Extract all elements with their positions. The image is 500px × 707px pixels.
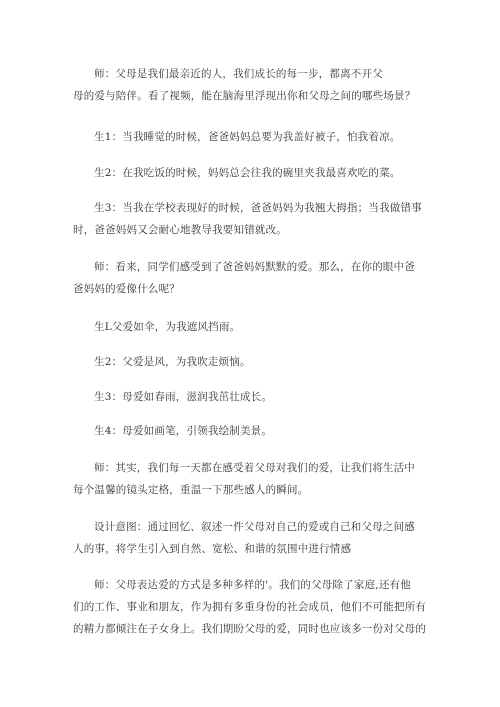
paragraph-line: 师：父母表达爱的方式是多种多样的'。我们的父母除了家庭,还有他 [94, 579, 411, 591]
paragraph-teacher-closing [73, 574, 433, 640]
paragraph-student-3 [73, 197, 433, 241]
paragraph-line: 生2：父爱是风，为我吹走烦恼。 [94, 356, 251, 368]
paragraph-line: 师：其实，我们每一天都在感受着父母对我们的爱，让我们将生活中 [94, 462, 415, 474]
paragraph-teacher-intro [73, 63, 433, 107]
paragraph-student-2 [73, 162, 433, 184]
paragraph-line: 时，爸爸妈妈又会耐心地教导我要知错就改。 [73, 224, 287, 236]
paragraph-line: 母的爱与陪伴。看了视频，能在脑海里浮现出你和父母之间的哪些场景？ [73, 90, 416, 102]
paragraph-answer-1 [73, 316, 433, 338]
paragraph-line: 设计意图：通过回忆、叙述一件父母对自己的爱或自己和父母之间感 [94, 521, 415, 533]
paragraph-line: 师：看来，同学们感受到了爸爸妈妈默默的爱。那么，在你的眼中爸 [94, 261, 415, 273]
paragraph-line: 人的事，将学生引入到自然、宽松、和谐的氛围中进行情感 [73, 543, 352, 555]
paragraph-line: 每个温馨的镜头定格，重温一下那些感人的瞬间。 [73, 484, 309, 496]
paragraph-student-1 [73, 126, 433, 148]
paragraph-teacher-summary [73, 457, 433, 501]
paragraph-line: 们的工作、事业和朋友，作为拥有多重身份的社会成员，他们不可能把所有 [73, 601, 427, 613]
paragraph-answer-2 [73, 351, 433, 373]
paragraph-teacher-question [73, 256, 433, 300]
paragraph-line: 生L父爱如伞，为我遮风挡雨。 [94, 321, 241, 333]
paragraph-line: 生3：母爱如春雨，滋润我茁壮成长。 [94, 391, 273, 403]
paragraph-design-intent [73, 516, 433, 560]
paragraph-line: 生4：母爱如画笔，引领我绘制美景。 [94, 425, 273, 437]
paragraph-line: 师：父母是我们最亲近的人，我们成长的每一步，都离不开父 [94, 68, 383, 80]
paragraph-line: 爸妈妈的爱像什么呢？ [73, 283, 180, 295]
paragraph-line: 的精力都倾注在子女身上。我们期盼父母的爱，同时也应该多一份对父母的 [73, 623, 427, 635]
paragraph-answer-4 [73, 420, 433, 442]
paragraph-line: 生3：当我在学校表现好的时候，爸爸妈妈为我翘大拇指；当我做错事 [94, 202, 422, 214]
paragraph-answer-3 [73, 386, 433, 408]
paragraph-line: 生2：在我吃饭的时候，妈妈总会往我的碗里夹我最喜欢吃的菜。 [94, 167, 401, 179]
paragraph-line: 生1：当我睡觉的时候，爸爸妈妈总要为我盖好被子，怕我着凉。 [94, 131, 401, 143]
